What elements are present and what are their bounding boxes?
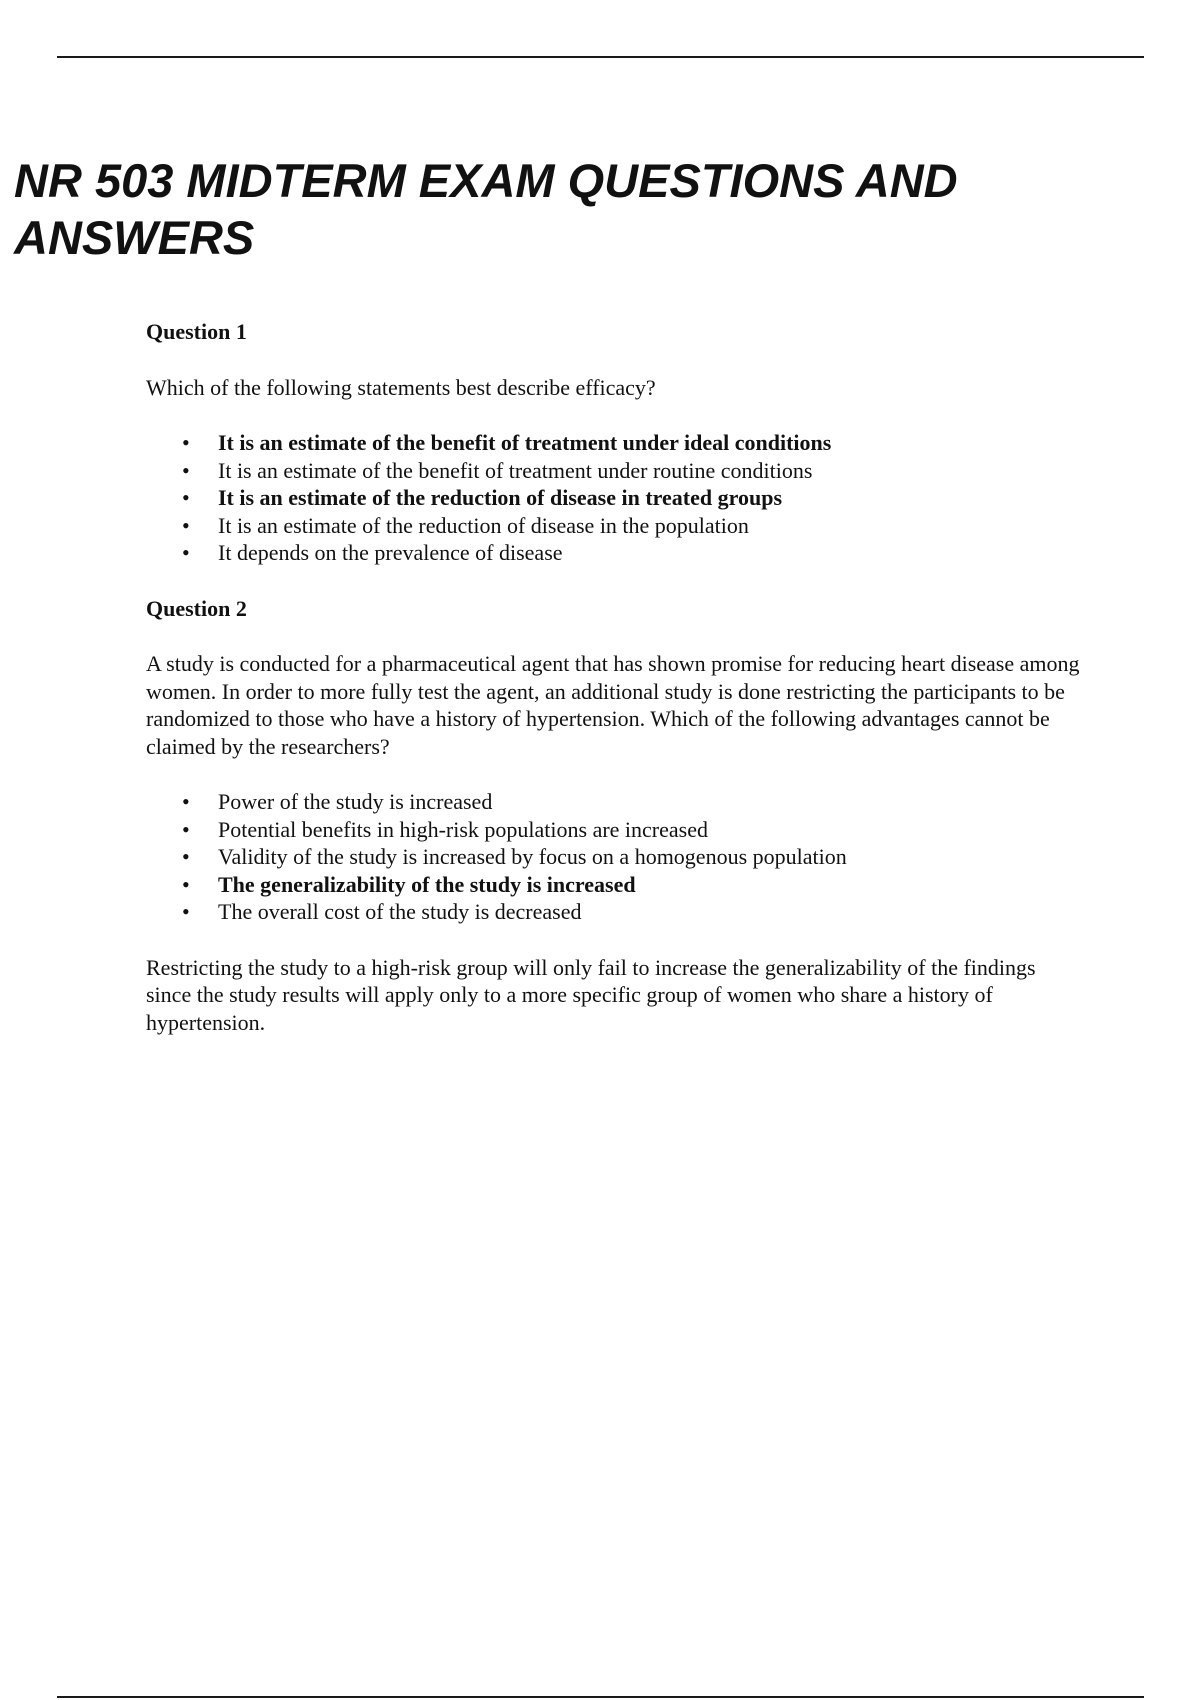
- bullet-icon: •: [182, 540, 190, 565]
- bullet-icon: •: [182, 512, 190, 538]
- answer-option: [146, 898, 1086, 926]
- answer-option: [146, 843, 1086, 871]
- answer-option-text: It depends on the prevalence of disease: [218, 540, 563, 565]
- question-1: [146, 318, 1086, 567]
- bullet-icon: •: [182, 485, 190, 510]
- header-rule: [57, 56, 1144, 58]
- question-text: Which of the following statements best describe efficacy?: [146, 374, 656, 400]
- document-body: [146, 318, 1086, 1036]
- answer-option-text: Validity of the study is increased by focus on a homogenous population: [218, 844, 847, 869]
- bullet-icon: •: [182, 816, 190, 842]
- question-text: A study is conducted for a pharmaceutical agent that has shown promise for reducing heart disease among women. In order to more fully test the agent, an additional study is done restricting the participants to be randomized to those who have a history of hypertension. Which of the following advantages cannot be claimed by the researchers?: [146, 651, 1080, 759]
- answer-option: [146, 484, 1086, 512]
- bullet-icon: •: [182, 430, 190, 455]
- question-2: [146, 595, 1086, 1037]
- answer-option: [146, 816, 1086, 844]
- answer-explanation: Restricting the study to a high-risk group will only fail to increase the generalizability of the findings since the study results will apply only to a more specific group of women who share a history of hypertension.: [146, 954, 1036, 1035]
- answer-option-text: Potential benefits in high-risk populations are increased: [218, 816, 708, 842]
- answer-options: [146, 429, 1086, 567]
- bullet-icon: •: [182, 899, 190, 924]
- answer-option: [146, 788, 1086, 816]
- bullet-icon: •: [182, 789, 190, 814]
- answer-option-text: Power of the study is increased: [218, 789, 493, 814]
- answer-option-text: It is an estimate of the benefit of treatment under routine conditions: [218, 457, 813, 483]
- answer-option: [146, 457, 1086, 485]
- answer-options: [146, 788, 1086, 926]
- answer-option-text: It is an estimate of the reduction of disease in the population: [218, 512, 749, 538]
- answer-option-text: It is an estimate of the reduction of disease in treated groups: [218, 485, 783, 510]
- answer-option: [146, 539, 1086, 567]
- question-heading: Question 2: [146, 595, 247, 621]
- document-title: NR 503 MIDTERM EXAM QUESTIONS AND ANSWERS: [14, 154, 958, 264]
- answer-option: [146, 512, 1086, 540]
- answer-option-text: It is an estimate of the benefit of treatment under ideal conditions: [218, 430, 832, 455]
- answer-option-text: The generalizability of the study is increased: [218, 871, 636, 897]
- bullet-icon: •: [182, 871, 190, 897]
- bullet-icon: •: [182, 844, 190, 869]
- question-heading: Question 1: [146, 319, 247, 344]
- footer-rule: [57, 1696, 1144, 1698]
- answer-option: [146, 871, 1086, 899]
- answer-option-text: The overall cost of the study is decreased: [218, 899, 582, 924]
- answer-option: [146, 429, 1086, 457]
- bullet-icon: •: [182, 457, 190, 483]
